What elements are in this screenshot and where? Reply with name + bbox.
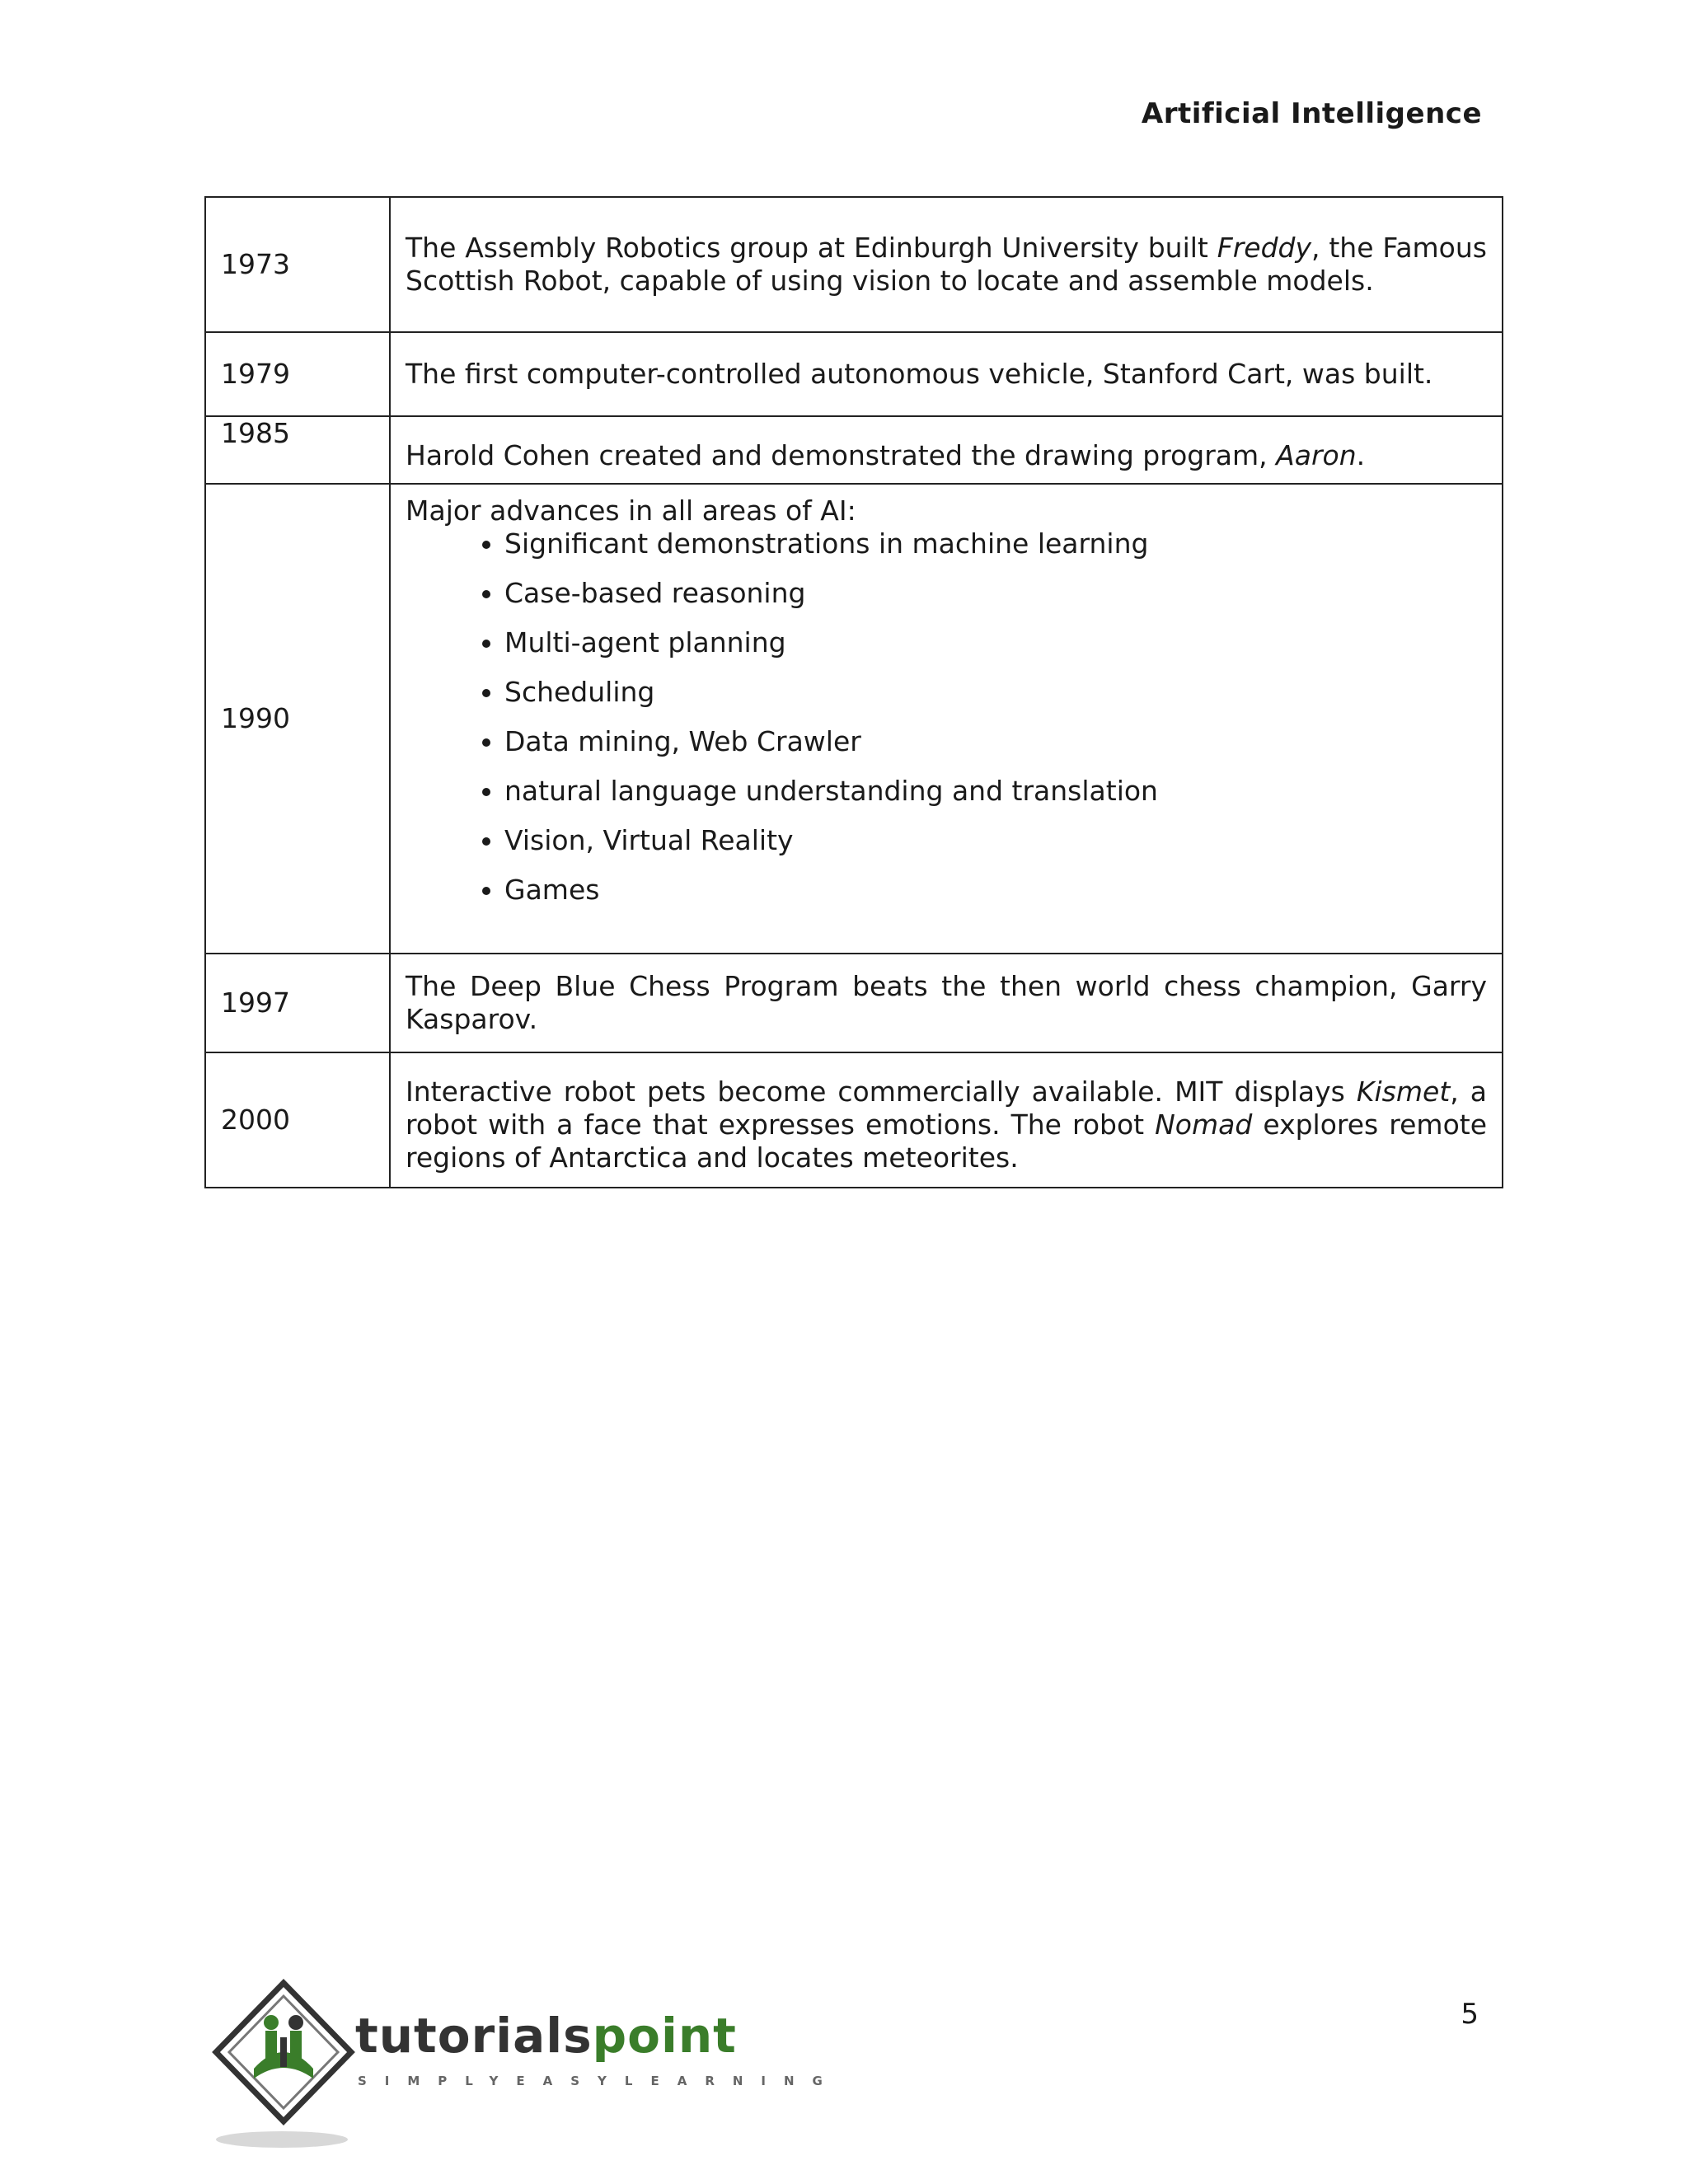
table-row — [205, 484, 1503, 954]
page-number: 5 — [1461, 1998, 1479, 2031]
table-row — [205, 1052, 1503, 1188]
description-cell — [390, 416, 1503, 484]
robot-name: Kismet — [1356, 1076, 1451, 1108]
list-item: • Games — [504, 874, 1487, 907]
description-cell — [390, 1052, 1503, 1188]
description-text: , a robot with a face that expresses emotions. The robot — [406, 1076, 1488, 1141]
description-text: , the Famous Scottish Robot, capable of using vision to locate and assemble models. — [406, 232, 1487, 297]
list-item: • Data mining, Web Crawler — [504, 725, 1487, 758]
description-intro: Major advances in all areas of AI: — [406, 494, 856, 527]
description-cell — [390, 197, 1503, 332]
description-cell: The first computer-controlled autonomous vehicle, Stanford Cart, was built. — [390, 332, 1503, 416]
description-cell — [390, 484, 1503, 954]
list-item: • Case-based reasoning — [504, 577, 1487, 610]
robot-name: Nomad — [1155, 1108, 1253, 1141]
table-row — [205, 416, 1503, 484]
description-text: . — [1356, 439, 1366, 471]
year-cell: 1990 — [205, 484, 390, 954]
tutorialspoint-logo — [211, 1978, 841, 2151]
year-cell: 2000 — [205, 1052, 390, 1188]
year-cell: 1979 — [205, 332, 390, 416]
year-cell: 1973 — [205, 197, 390, 332]
description-text: explores remote regions of Antarctica and locates meteorites. — [406, 1108, 1487, 1174]
description-text: Interactive robot pets become commercially available. MIT displays — [406, 1076, 1357, 1108]
robot-name: Freddy — [1217, 232, 1311, 264]
year-cell: 1997 — [205, 954, 390, 1052]
list-item: • Vision, Virtual Reality — [504, 824, 1487, 857]
description-text: Harold Cohen created and demonstrated the drawing program, — [406, 439, 1277, 471]
advances-list — [406, 527, 1487, 907]
list-item: • natural language understanding and translation — [504, 775, 1487, 808]
ai-history-table — [204, 196, 1503, 1188]
description-cell: The Deep Blue Chess Program beats the then world chess champion, Garry Kasparov. — [390, 954, 1503, 1052]
table-row — [205, 197, 1503, 332]
program-name: Aaron — [1276, 439, 1357, 471]
list-item: • Significant demonstrations in machine learning — [504, 527, 1487, 560]
page-header-title: Artificial Intelligence — [1141, 97, 1482, 130]
logo-tagline: SIMPLYEASYLEARNING — [358, 2074, 841, 2088]
table-row — [205, 954, 1503, 1052]
list-item: • Scheduling — [504, 676, 1487, 709]
description-text: The Assembly Robotics group at Edinburgh University built — [406, 232, 1217, 264]
list-item: • Multi-agent planning — [504, 626, 1487, 659]
table-row — [205, 332, 1503, 416]
logo-wordmark: tutorialspoint — [355, 2008, 737, 2064]
year-cell: 1985 — [205, 416, 390, 484]
logo-diamond-icon — [211, 1978, 359, 2151]
